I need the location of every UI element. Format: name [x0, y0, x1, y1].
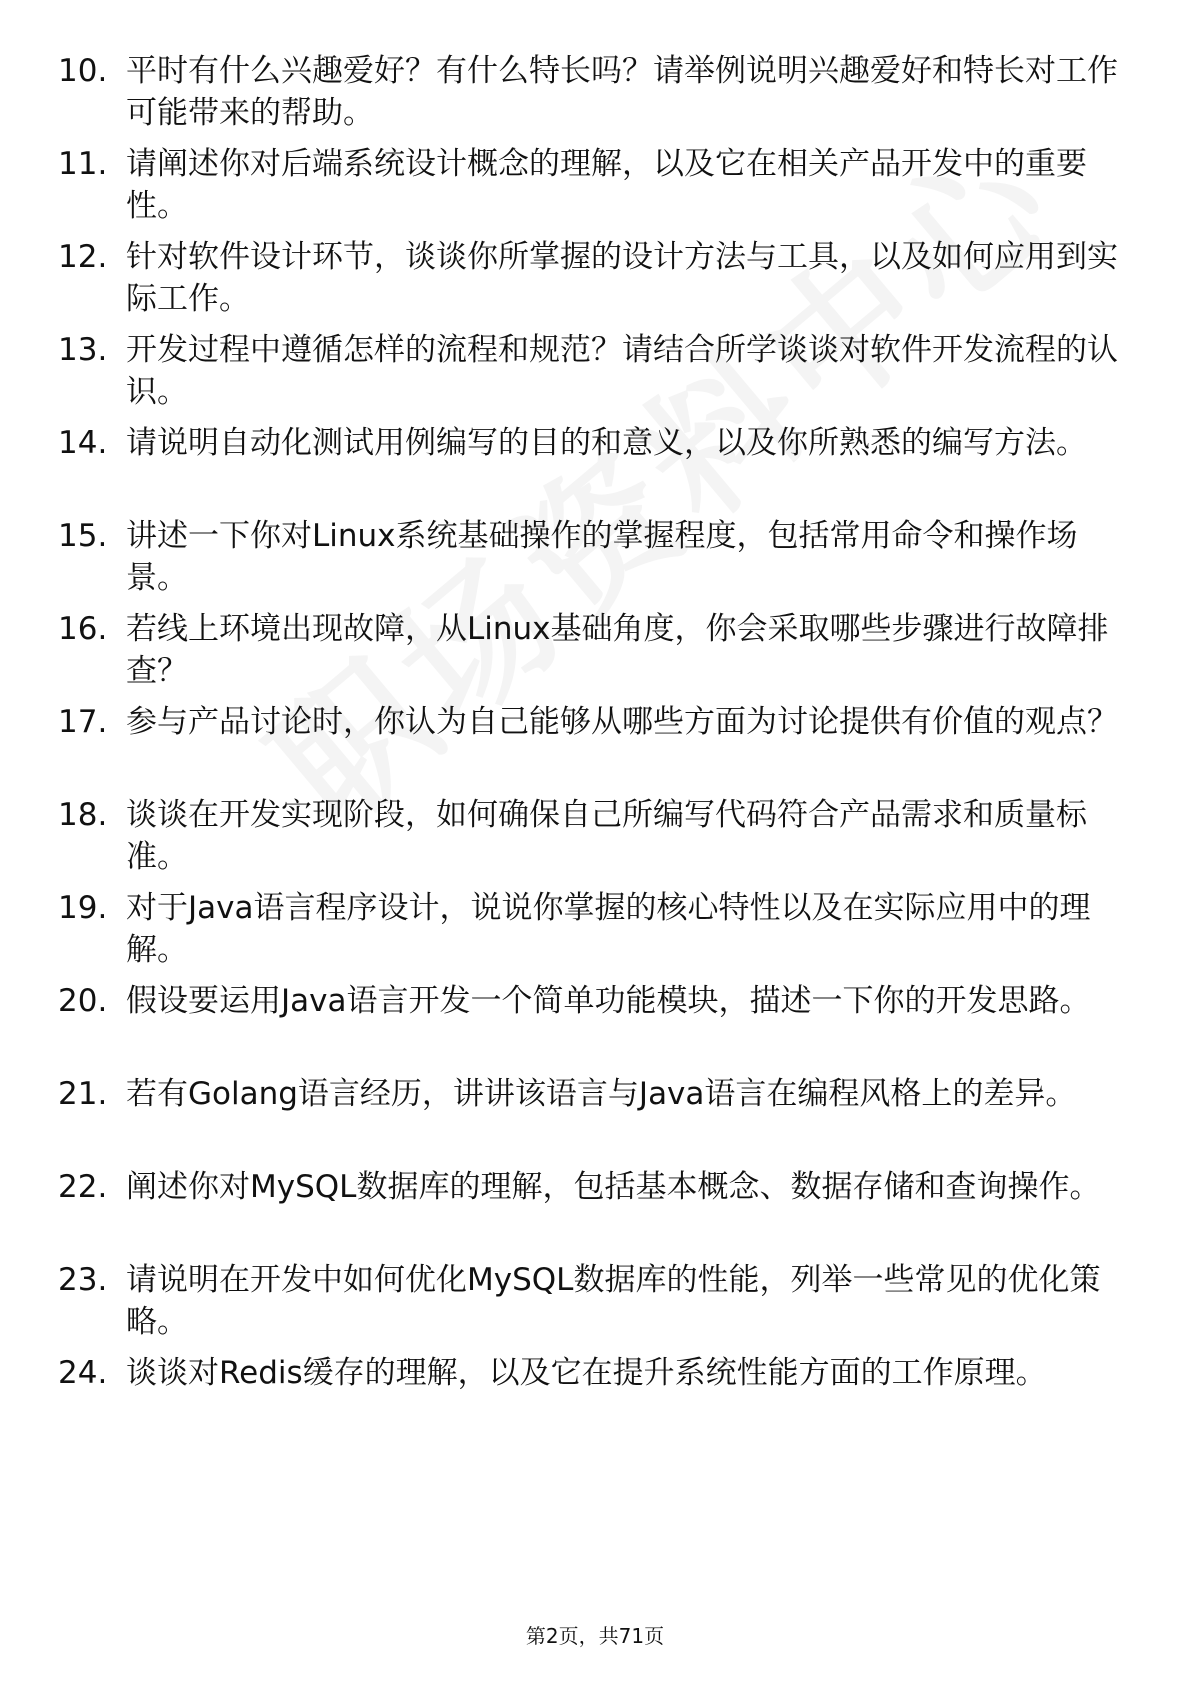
question-number: 16. — [58, 611, 108, 647]
question-number: 21. — [58, 1076, 108, 1112]
question-text: 假设要运用Java语言开发一个简单功能模块，描述一下你的开发思路。 — [126, 983, 1091, 1019]
question-text: 谈谈在开发实现阶段，如何确保自己所编写代码符合产品需求和质量标准。 — [126, 797, 1087, 875]
question-text: 讲述一下你对Linux系统基础操作的掌握程度，包括常用命令和操作场景。 — [126, 518, 1078, 596]
question-item-21 — [58, 1073, 1138, 1166]
question-number: 14. — [58, 425, 108, 461]
question-text: 参与产品讨论时，你认为自己能够从哪些方面为讨论提供有价值的观点？ — [126, 704, 1118, 740]
question-item-14 — [58, 422, 1138, 515]
question-item-12 — [58, 236, 1138, 329]
question-item-16 — [58, 608, 1138, 701]
question-number: 23. — [58, 1262, 108, 1298]
question-item-22 — [58, 1166, 1138, 1259]
question-number: 18. — [58, 797, 108, 833]
question-text: 请阐述你对后端系统设计概念的理解，以及它在相关产品开发中的重要性。 — [126, 146, 1087, 224]
question-item-19 — [58, 887, 1138, 980]
question-list — [58, 50, 1138, 1445]
question-number: 13. — [58, 332, 108, 368]
question-number: 24. — [58, 1355, 108, 1391]
question-text: 若有Golang语言经历，讲讲该语言与Java语言在编程风格上的差异。 — [126, 1076, 1077, 1112]
page-footer: 第2页，共71页 — [525, 1624, 665, 1648]
question-item-11 — [58, 143, 1138, 236]
question-item-10 — [58, 50, 1138, 143]
question-item-17 — [58, 701, 1138, 794]
question-number: 17. — [58, 704, 108, 740]
question-text: 请说明自动化测试用例编写的目的和意义，以及你所熟悉的编写方法。 — [126, 425, 1087, 461]
question-number: 11. — [58, 146, 108, 182]
question-text: 请说明在开发中如何优化MySQL数据库的性能，列举一些常见的优化策略。 — [126, 1262, 1101, 1340]
question-text: 对于Java语言程序设计，说说你掌握的核心特性以及在实际应用中的理解。 — [126, 890, 1091, 968]
question-item-23 — [58, 1259, 1138, 1352]
question-item-18 — [58, 794, 1138, 887]
question-number: 10. — [58, 53, 108, 89]
question-item-20 — [58, 980, 1138, 1073]
question-text: 平时有什么兴趣爱好？有什么特长吗？请举例说明兴趣爱好和特长对工作可能带来的帮助。 — [126, 53, 1118, 131]
question-text: 针对软件设计环节，谈谈你所掌握的设计方法与工具，以及如何应用到实际工作。 — [126, 239, 1118, 317]
question-text: 阐述你对MySQL数据库的理解，包括基本概念、数据存储和查询操作。 — [126, 1169, 1101, 1205]
question-text: 谈谈对Redis缓存的理解，以及它在提升系统性能方面的工作原理。 — [126, 1355, 1047, 1391]
question-item-13 — [58, 329, 1138, 422]
question-item-24 — [58, 1352, 1138, 1445]
question-item-15 — [58, 515, 1138, 608]
question-number: 12. — [58, 239, 108, 275]
question-text: 开发过程中遵循怎样的流程和规范？请结合所学谈谈对软件开发流程的认识。 — [126, 332, 1118, 410]
question-number: 20. — [58, 983, 108, 1019]
question-number: 15. — [58, 518, 108, 554]
question-number: 19. — [58, 890, 108, 926]
question-text: 若线上环境出现故障，从Linux基础角度，你会采取哪些步骤进行故障排查？ — [126, 611, 1109, 689]
question-number: 22. — [58, 1169, 108, 1205]
